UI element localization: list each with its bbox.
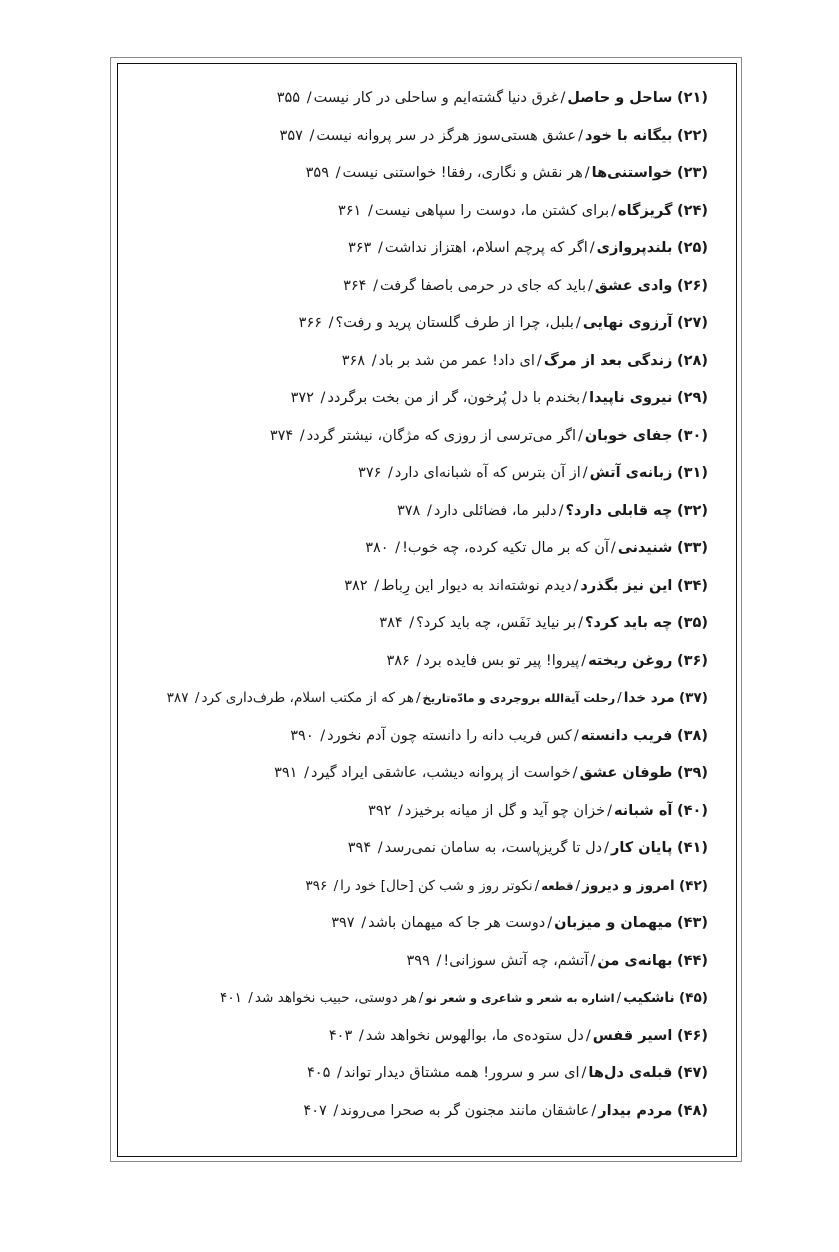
- entry-number: (۴۴): [677, 952, 708, 969]
- entry-page-number: ۴۰۵: [307, 1065, 331, 1081]
- entry-number: (۲۷): [677, 315, 708, 331]
- entry-separator: /: [572, 765, 578, 781]
- entry-first-line: بخندم با دل پُرخون، گر از من بخت برگردد: [327, 390, 581, 406]
- entry-separator: /: [335, 165, 341, 181]
- entry-number: (۳۲): [677, 502, 708, 519]
- entry-number: (۴۳): [677, 915, 708, 931]
- toc-entry: [118, 80, 708, 118]
- entry-page-number: ۳۷۴: [269, 427, 294, 444]
- entry-title: زندگی بعد از مرگ: [543, 352, 673, 369]
- entry-title: قبله‌ی دل‌ها: [588, 1065, 673, 1081]
- entry-first-line: نکوتر روز و شب کن [حال] خود را: [340, 877, 533, 894]
- entry-separator: /: [575, 877, 581, 894]
- entry-number: (۲۶): [677, 277, 708, 294]
- entry-separator: /: [534, 877, 540, 894]
- entry-page-number: ۳۹۲: [368, 802, 392, 819]
- entry-title: پایان کار: [610, 840, 673, 856]
- entry-page-number: ۳۸۴: [379, 615, 403, 631]
- entry-first-line: دل ستوده‌ی ما، بوالهوس نخواهد شد: [365, 1027, 584, 1044]
- entry-separator: /: [604, 840, 609, 856]
- entry-number: (۳۹): [677, 765, 708, 781]
- entry-separator: /: [607, 802, 612, 819]
- entry-page-number: ۳۹۱: [274, 765, 298, 781]
- entry-separator: /: [377, 240, 383, 256]
- entry-number: (۲۸): [677, 352, 708, 369]
- entry-number: (۳۳): [677, 540, 708, 556]
- entry-page-number: ۳۶۳: [347, 240, 372, 256]
- entry-first-line: اگر می‌ترسی از روزی که مژگان، نیشتر گردد: [306, 427, 577, 444]
- entry-separator: /: [320, 390, 326, 406]
- entry-separator: /: [328, 315, 334, 331]
- entry-first-line: دلبر ما، فضائلی دارد: [433, 502, 557, 519]
- entry-separator: /: [582, 390, 588, 406]
- entry-separator: /: [575, 315, 581, 331]
- entry-first-line: بر نیاید نَفَس، چه باید کرد؟: [416, 615, 577, 631]
- entry-page-number: ۴۰۱: [220, 990, 242, 1006]
- toc-entry: [118, 1055, 708, 1093]
- entry-separator: /: [361, 915, 367, 931]
- toc-entry: [118, 455, 708, 493]
- entry-title: میهمان و میزبان: [554, 915, 673, 931]
- entry-first-line: ای سر و سرور! همه مشتاق دیدار تواند: [343, 1065, 580, 1081]
- entry-title: مردم بیدار: [598, 1102, 673, 1119]
- entry-number: (۴۵): [678, 990, 708, 1006]
- entry-separator: /: [336, 1065, 342, 1081]
- entry-separator: /: [377, 840, 383, 856]
- entry-page-number: ۴۰۳: [328, 1027, 353, 1044]
- entry-title: گریزگاه: [618, 202, 673, 219]
- entry-first-line: برای کشتن ما، دوست را سپاهی نیست: [374, 202, 610, 219]
- entry-page-number: ۳۷۲: [290, 390, 314, 406]
- entry-separator: /: [547, 915, 553, 931]
- entry-separator: /: [426, 502, 432, 519]
- entry-separator: /: [578, 127, 583, 144]
- entry-separator: /: [309, 127, 315, 144]
- entry-number: (۲۵): [677, 240, 708, 256]
- entry-number: (۳۰): [677, 427, 708, 444]
- entry-separator: /: [194, 690, 200, 706]
- entry-separator: /: [306, 90, 312, 106]
- entry-separator: /: [436, 952, 442, 969]
- entry-title: چه قابلی دارد؟: [565, 502, 673, 519]
- entry-separator: /: [610, 540, 616, 556]
- entry-subtitle: رحلت آیة‌الله بروجردی و مادّه‌تاریخ: [422, 691, 616, 705]
- entry-separator: /: [578, 427, 583, 444]
- toc-entry: [118, 718, 708, 756]
- entry-first-line: آتشم، چه آتش سوزانی!: [443, 952, 589, 969]
- toc-entry: [118, 680, 708, 718]
- toc-entry: [118, 905, 708, 943]
- entry-separator: /: [409, 615, 415, 631]
- entry-title: بلندپروازی: [596, 240, 673, 256]
- toc-entry: [118, 1093, 708, 1131]
- entry-number: (۲۴): [677, 202, 708, 219]
- entry-number: (۳۶): [677, 652, 708, 669]
- entry-separator: /: [536, 352, 542, 369]
- entry-first-line: آن که بر مال تکیه کرده، چه خوب!: [402, 540, 609, 556]
- entry-page-number: ۳۶۴: [343, 277, 367, 294]
- entry-number: (۴۱): [677, 840, 708, 856]
- entry-title: خواستنی‌ها: [591, 165, 673, 181]
- entry-separator: /: [358, 1027, 364, 1044]
- entry-first-line: عاشقان مانند مجنون گر به صحرا می‌روند: [340, 1102, 590, 1119]
- toc-entry: [118, 343, 708, 381]
- entry-separator: /: [367, 202, 373, 219]
- entry-first-line: غرق دنیا گشته‌ایم و ساحلی در کار نیست: [313, 90, 559, 106]
- entry-first-line: خزان چو آید و گل از میانه برخیزد: [404, 802, 606, 819]
- entry-number: (۴۶): [677, 1027, 708, 1044]
- entry-separator: /: [560, 90, 566, 106]
- toc-entry: [118, 830, 708, 868]
- toc-entry: [118, 643, 708, 681]
- entry-separator: /: [388, 465, 393, 481]
- entry-title: فریب دانسته: [580, 727, 673, 744]
- entry-separator: /: [589, 240, 595, 256]
- entry-number: (۴۷): [677, 1065, 708, 1081]
- entry-subtitle: قطعه: [541, 878, 574, 893]
- entry-first-line: دل تا گریزپاست، به سامان نمی‌رسد: [384, 840, 603, 856]
- toc-entry: [118, 605, 708, 643]
- entry-title: امروز و دیروز: [582, 877, 675, 894]
- entry-first-line: هر که از مکتب اسلام، طرف‌داری کرد: [201, 690, 414, 706]
- entry-subtitle: اشاره به شعر و شاعری و شعر نو: [425, 991, 615, 1005]
- entry-separator: /: [299, 427, 305, 444]
- entry-title: مرد خدا: [623, 690, 675, 706]
- entry-number: (۴۸): [677, 1102, 708, 1119]
- entry-separator: /: [395, 540, 401, 556]
- entry-title: آرزوی نهایی: [582, 315, 673, 331]
- entry-separator: /: [248, 990, 253, 1006]
- entry-first-line: دوست هر جا که میهمان باشد: [368, 915, 546, 931]
- entry-separator: /: [581, 652, 587, 669]
- entry-first-line: هر دوستی، حبیب نخواهد شد: [254, 990, 417, 1006]
- entry-separator: /: [617, 690, 622, 706]
- entry-number: (۴۰): [677, 802, 708, 819]
- entry-page-number: ۳۷۶: [358, 465, 382, 481]
- entry-page-number: ۳۷۸: [396, 502, 421, 519]
- entry-separator: /: [578, 615, 584, 631]
- entry-separator: /: [415, 690, 421, 706]
- entry-title: بهانه‌ی من: [597, 952, 673, 969]
- entry-title: ساحل و حاصل: [567, 90, 673, 106]
- entry-page-number: ۳۸۲: [344, 577, 368, 594]
- entry-separator: /: [611, 202, 617, 219]
- entry-page-number: ۳۵۵: [276, 90, 301, 106]
- entry-page-number: ۳۸۷: [166, 690, 189, 706]
- entry-separator: /: [584, 165, 590, 181]
- entry-first-line: دیدم نوشته‌اند به دیوار این رِباط: [381, 577, 572, 594]
- entry-separator: /: [581, 1065, 587, 1081]
- entry-page-number: ۳۶۱: [337, 202, 362, 219]
- toc-entry: [118, 230, 708, 268]
- entry-separator: /: [591, 1102, 597, 1119]
- toc-entry: [118, 755, 708, 793]
- entry-separator: /: [374, 577, 380, 594]
- entry-page-number: ۳۸۰: [365, 540, 389, 556]
- entry-title: وادی عشق: [594, 277, 673, 294]
- entry-number: (۳۸): [677, 727, 708, 744]
- entry-title: روغن ریخته: [588, 652, 673, 669]
- entry-first-line: کس فریب دانه را دانسته چون آدم نخورد: [327, 727, 572, 744]
- toc-entry: [118, 118, 708, 156]
- entry-separator: /: [373, 277, 378, 294]
- entry-separator: /: [333, 1102, 339, 1119]
- entry-separator: /: [398, 802, 403, 819]
- entry-page-number: ۳۶۶: [298, 315, 323, 331]
- entry-first-line: پیروا! پیر تو بس فایده برد: [423, 652, 580, 669]
- entry-separator: /: [616, 990, 622, 1006]
- toc-entry: [118, 305, 708, 343]
- entry-separator: /: [416, 652, 422, 669]
- entry-number: (۳۵): [677, 615, 708, 631]
- toc-entry: [118, 493, 708, 531]
- entry-first-line: عشق هستی‌سوز هرگز در سر پروانه نیست: [316, 127, 577, 144]
- entry-page-number: ۳۹۹: [406, 952, 430, 969]
- toc-entry: [118, 155, 708, 193]
- entry-first-line: از آن بترس که آه شبانه‌ای دارد: [394, 465, 581, 481]
- entry-first-line: بلبل، چرا از طرف گلستان پرید و رفت؟: [335, 315, 574, 331]
- entry-title: این نیز بگذرد: [580, 577, 673, 594]
- toc-entry: [118, 943, 708, 981]
- entry-separator: /: [418, 990, 424, 1006]
- entry-title: بیگانه با خود: [584, 127, 673, 144]
- entry-separator: /: [304, 765, 309, 781]
- entry-title: اسیر قفس: [592, 1027, 673, 1044]
- table-of-contents: [118, 80, 708, 1130]
- entry-title: جفای خوبان: [584, 427, 673, 444]
- entry-number: (۳۷): [678, 690, 708, 706]
- toc-entry: [118, 568, 708, 606]
- entry-separator: /: [573, 727, 579, 744]
- entry-first-line: ای داد! عمر من شد بر باد: [378, 352, 535, 369]
- entry-first-line: خواست از پروانه دیشب، عاشقی ایراد گیرد: [310, 765, 571, 781]
- entry-separator: /: [371, 352, 377, 369]
- entry-page-number: ۳۹۰: [290, 727, 314, 744]
- entry-page-number: ۳۹۴: [347, 840, 372, 856]
- toc-entry: [118, 530, 708, 568]
- entry-title: طوفان عشق: [579, 765, 673, 781]
- entry-separator: /: [333, 877, 339, 894]
- entry-separator: /: [558, 502, 564, 519]
- entry-separator: /: [585, 1027, 591, 1044]
- entry-page-number: ۳۹۷: [331, 915, 355, 931]
- entry-title: چه باید کرد؟: [585, 615, 673, 631]
- toc-entry: [118, 418, 708, 456]
- toc-entry: [118, 380, 708, 418]
- toc-entry: [118, 868, 708, 906]
- entry-page-number: ۳۵۹: [305, 165, 330, 181]
- entry-page-number: ۳۶۸: [341, 352, 366, 369]
- entry-separator: /: [590, 952, 596, 969]
- entry-page-number: ۳۸۶: [386, 652, 410, 669]
- entry-number: (۲۱): [677, 90, 708, 106]
- entry-first-line: اگر که پرچم اسلام، اهتزاز نداشت: [384, 240, 588, 256]
- toc-entry: [118, 1018, 708, 1056]
- toc-entry: [118, 193, 708, 231]
- entry-separator: /: [582, 465, 588, 481]
- toc-entry: [118, 268, 708, 306]
- entry-title: آه شبانه: [613, 802, 673, 819]
- entry-page-number: ۴۰۷: [303, 1102, 327, 1119]
- entry-separator: /: [573, 577, 579, 594]
- entry-separator: /: [320, 727, 326, 744]
- entry-number: (۴۲): [678, 877, 708, 894]
- toc-entry: [118, 793, 708, 831]
- entry-title: ناشکیب: [623, 990, 675, 1006]
- entry-first-line: هر نقش و نگاری، رفقا! خواستنی نیست: [342, 165, 583, 181]
- toc-entry: [118, 980, 708, 1018]
- entry-number: (۳۱): [677, 465, 708, 481]
- entry-number: (۲۲): [677, 127, 708, 144]
- entry-title: شنیدنی: [617, 540, 673, 556]
- entry-number: (۲۹): [677, 390, 708, 406]
- entry-title: زبانه‌ی آتش: [589, 465, 673, 481]
- entry-page-number: ۳۹۶: [305, 877, 328, 894]
- entry-number: (۳۴): [677, 577, 708, 594]
- entry-title: نیروی ناپیدا: [589, 390, 673, 406]
- entry-number: (۲۳): [677, 165, 708, 181]
- entry-page-number: ۳۵۷: [279, 127, 303, 144]
- entry-separator: /: [588, 277, 593, 294]
- entry-first-line: باید که جای در حرمی باصفا گرفت: [379, 277, 587, 294]
